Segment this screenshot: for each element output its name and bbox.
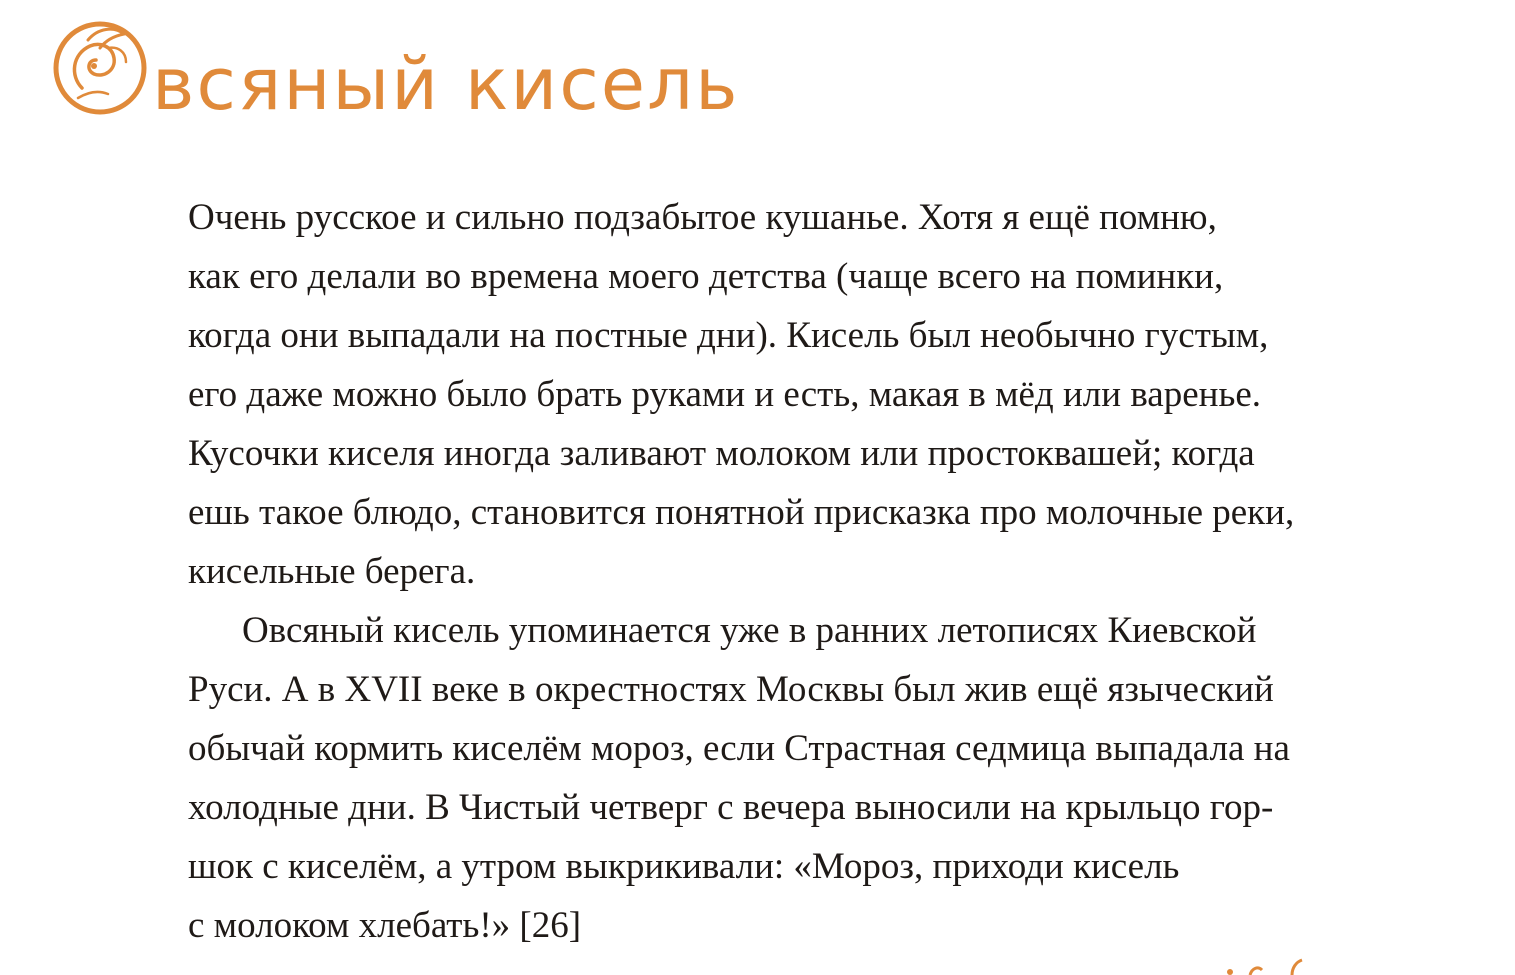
recipe-title-text: всяный кисель: [152, 42, 740, 126]
text-line: шок с киселём, а утром выкрикивали: «Мороз, приходи кисель: [188, 846, 1180, 887]
text-line: холодные дни. В Чистый четверг с вечера выносили на крыльцо гор-: [188, 787, 1274, 828]
text-line: когда они выпадали на постные дни). Кисель был необычно густым,: [188, 315, 1269, 356]
text-line: Руси. А в XVII веке в окрестностях Москвы был жив ещё языческий: [188, 669, 1274, 710]
text-line: Овсяный кисель упоминается уже в ранних летописях Киевской: [242, 610, 1257, 651]
text-line: как его делали во времена моего детства (чаще всего на поминки,: [188, 256, 1224, 297]
text-line: его даже можно было брать руками и есть, макая в мёд или варенье.: [188, 374, 1261, 415]
text-line: Очень русское и сильно подзабытое кушанье. Хотя я ещё помню,: [188, 197, 1217, 238]
paragraph-1: [188, 188, 1468, 601]
text-line: обычай кормить киселём мороз, если Страстная седмица выпадала на: [188, 728, 1290, 769]
ornament-icon: [1222, 958, 1312, 975]
text-line: кисельные берега.: [188, 551, 476, 592]
text-line: ешь такое блюдо, становится понятной присказка про молочные реки,: [188, 492, 1295, 533]
recipe-description: [188, 188, 1468, 955]
ornamental-leaf-letter-icon: [48, 18, 152, 116]
paragraph-2: [188, 601, 1468, 955]
text-line: Кусочки киселя иногда заливают молоком или простоквашей; когда: [188, 433, 1255, 474]
text-line: с молоком хлебать!» [26]: [188, 905, 582, 946]
